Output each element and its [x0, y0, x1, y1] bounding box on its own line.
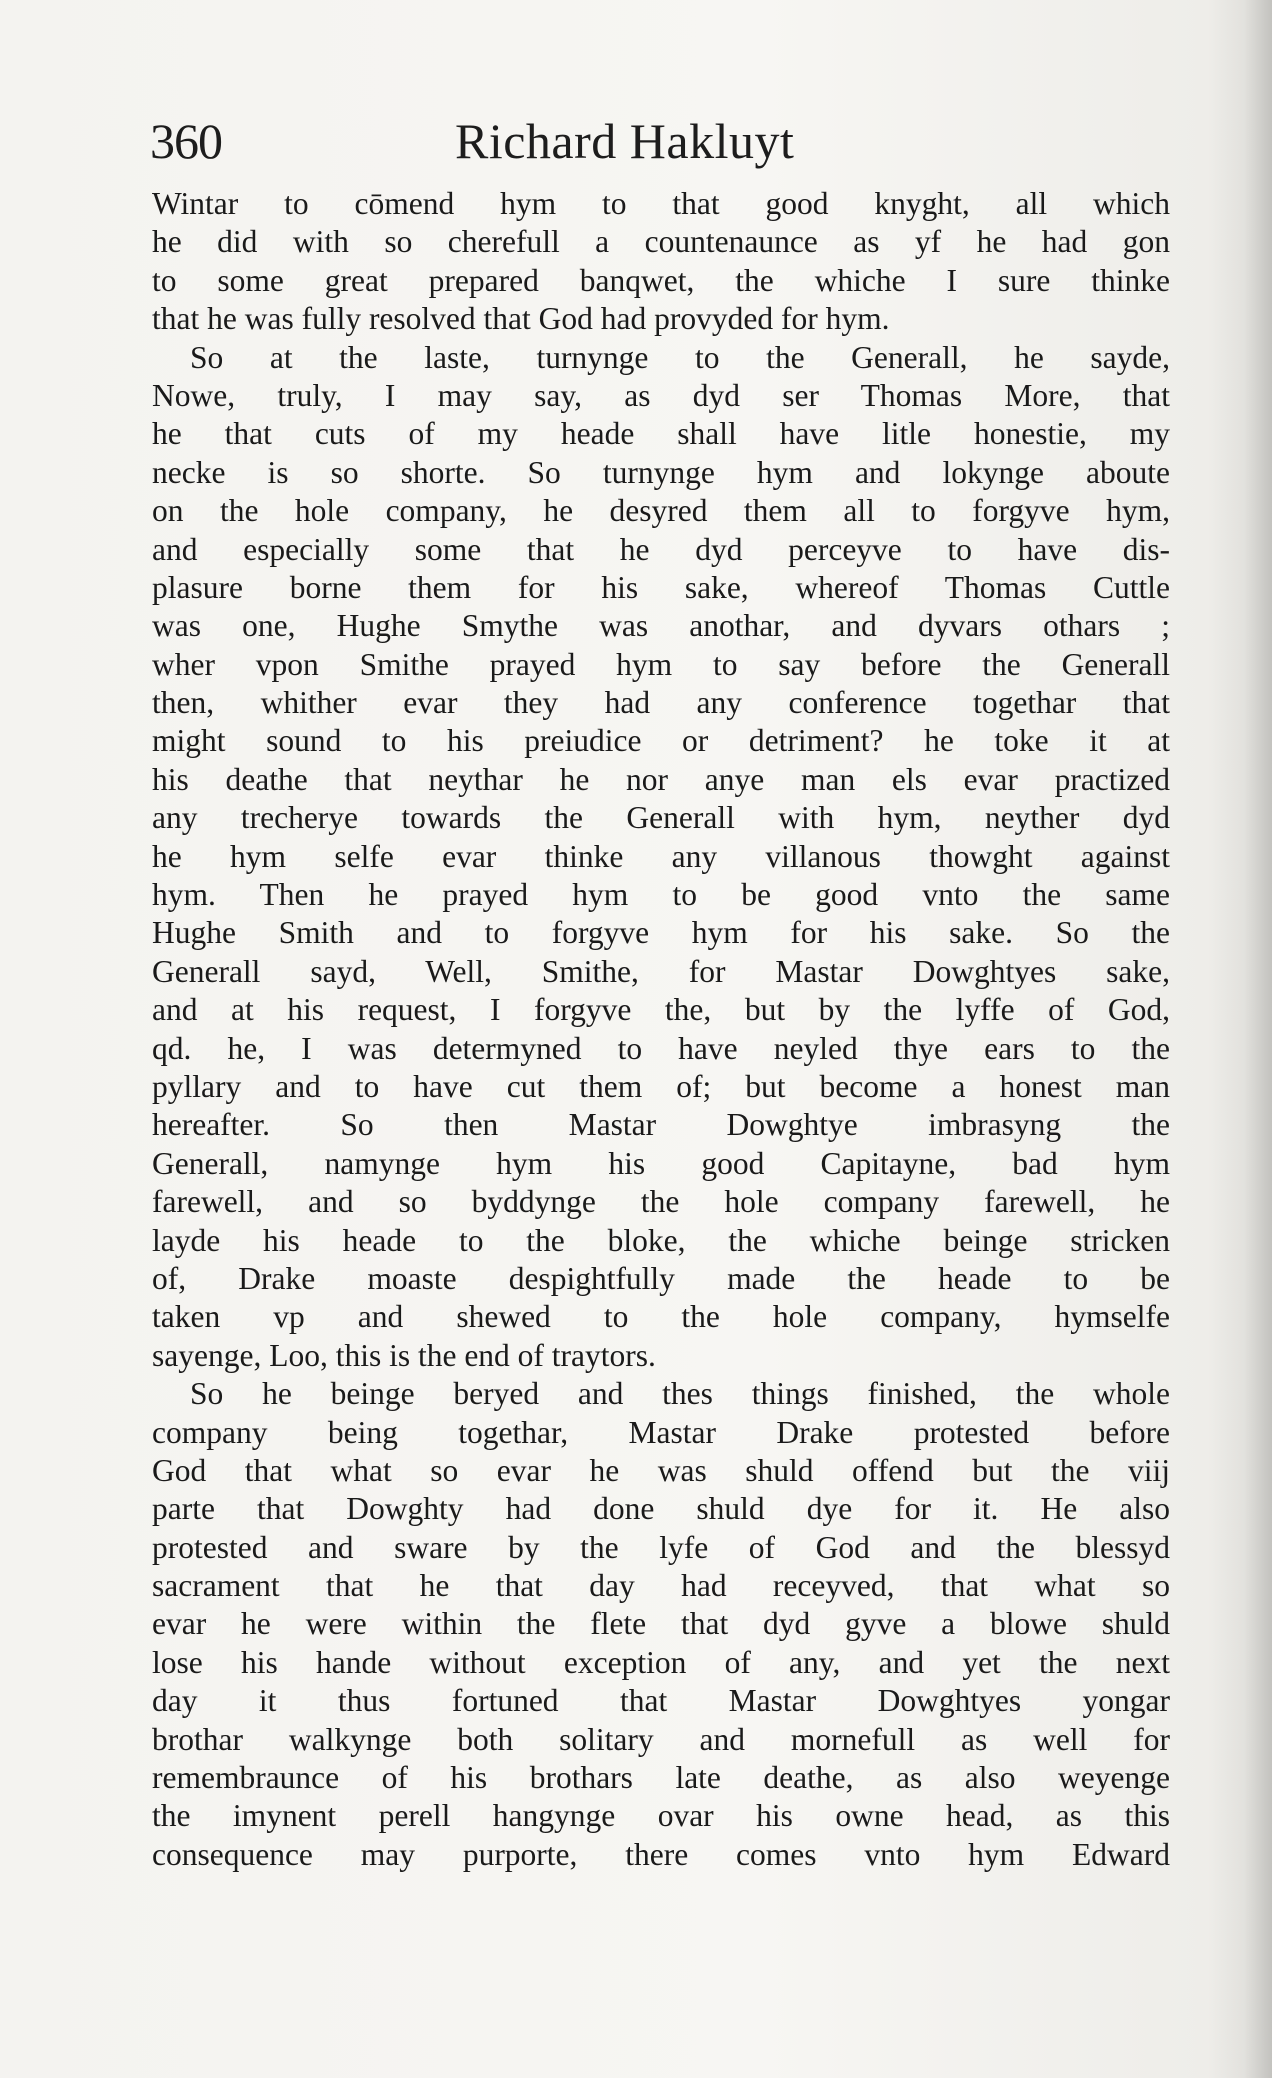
text-line: So he beinge beryed and thes things finished, the whole	[190, 1376, 1170, 1412]
text-line: So at the laste, turnynge to the Generall, he sayde,	[190, 339, 1170, 375]
text-line: that he was fully resolved that God had provyded for hym.	[152, 301, 890, 337]
text-line: his deathe that neythar he nor anye man els evar practized	[152, 761, 1170, 797]
text-line: God that what so evar he was shuld offend but the viij	[152, 1452, 1170, 1488]
text-line: evar he were within the flete that dyd gyve a blowe shuld	[152, 1606, 1170, 1642]
text-line: sacrament that he that day had receyved, that what so	[152, 1568, 1170, 1604]
text-line: pyllary and to have cut them of; but become a honest man	[152, 1068, 1170, 1104]
text-line: sayenge, Loo, this is the end of traytors.	[152, 1337, 656, 1373]
text-line: any trecherye towards the Generall with hym, neyther dyd	[152, 800, 1170, 836]
page-number: 360	[150, 113, 222, 169]
text-line: protested and sware by the lyfe of God and the blessyd	[152, 1529, 1170, 1565]
text-line: Generall sayd, Well, Smithe, for Mastar Dowghtyes sake,	[152, 953, 1170, 989]
text-line: on the hole company, he desyred them all to forgyve hym,	[152, 493, 1170, 529]
text-line: he hym selfe evar thinke any villanous thowght against	[152, 838, 1170, 874]
text-line: hereafter. So then Mastar Dowghtye imbrasyng the	[152, 1107, 1170, 1143]
text-line: farewell, and so byddynge the hole company farewell, he	[152, 1184, 1170, 1220]
text-line: he that cuts of my heade shall have litle honestie, my	[152, 416, 1170, 452]
text-line: lose his hande without exception of any, and yet the next	[152, 1644, 1170, 1680]
text-line: day it thus fortuned that Mastar Dowghtyes yongar	[152, 1683, 1170, 1719]
text-line: plasure borne them for his sake, whereof Thomas Cuttle	[152, 569, 1170, 605]
text-line: Hughe Smith and to forgyve hym for his sake. So the	[152, 915, 1170, 951]
text-line: to some great prepared banqwet, the whiche I sure thinke	[152, 262, 1170, 298]
text-line: and especially some that he dyd perceyve to have dis-	[152, 531, 1170, 567]
text-line: the imynent perell hangynge ovar his owne head, as this	[152, 1798, 1170, 1834]
text-line: parte that Dowghty had done shuld dye for it. He also	[152, 1491, 1170, 1527]
text-line: company being togethar, Mastar Drake protested before	[152, 1414, 1170, 1450]
text-line: wher vpon Smithe prayed hym to say before the Generall	[152, 646, 1170, 682]
text-line: qd. he, I was determyned to have neyled thye ears to the	[152, 1030, 1170, 1066]
text-line: Nowe, truly, I may say, as dyd ser Thomas More, that	[152, 377, 1170, 413]
text-line: then, whither evar they had any conference togethar that	[152, 685, 1170, 721]
text-line: brothar walkynge both solitary and mornefull as well for	[152, 1721, 1170, 1757]
text-line: he did with so cherefull a countenaunce as yf he had gon	[152, 224, 1170, 260]
book-title: Richard Hakluyt	[455, 113, 795, 169]
text-line: of, Drake moaste despightfully made the heade to be	[152, 1260, 1170, 1296]
text-line: remembraunce of his brothars late deathe, as also weyenge	[152, 1760, 1170, 1796]
text-line: taken vp and shewed to the hole company, hymselfe	[152, 1299, 1170, 1335]
text-line: hym. Then he prayed hym to be good vnto the same	[152, 877, 1170, 913]
text-line: layde his heade to the bloke, the whiche beinge stricken	[152, 1222, 1170, 1258]
text-line: and at his request, I forgyve the, but by the lyffe of God,	[152, 992, 1170, 1028]
text-line: consequence may purporte, there comes vnto hym Edward	[152, 1836, 1170, 1872]
text-line: Wintar to cōmend hym to that good knyght, all which	[152, 186, 1170, 221]
text-line: necke is so shorte. So turnynge hym and lokynge aboute	[152, 454, 1170, 490]
text-line: might sound to his preiudice or detriment? he toke it at	[152, 723, 1170, 759]
text-line: was one, Hughe Smythe was anothar, and dyvars othars ;	[152, 608, 1170, 644]
running-head	[150, 108, 1170, 174]
page-edge-shadow	[1244, 0, 1272, 2078]
text-line: Generall, namynge hym his good Capitayne, bad hym	[152, 1145, 1170, 1181]
body-text	[152, 185, 1170, 1874]
